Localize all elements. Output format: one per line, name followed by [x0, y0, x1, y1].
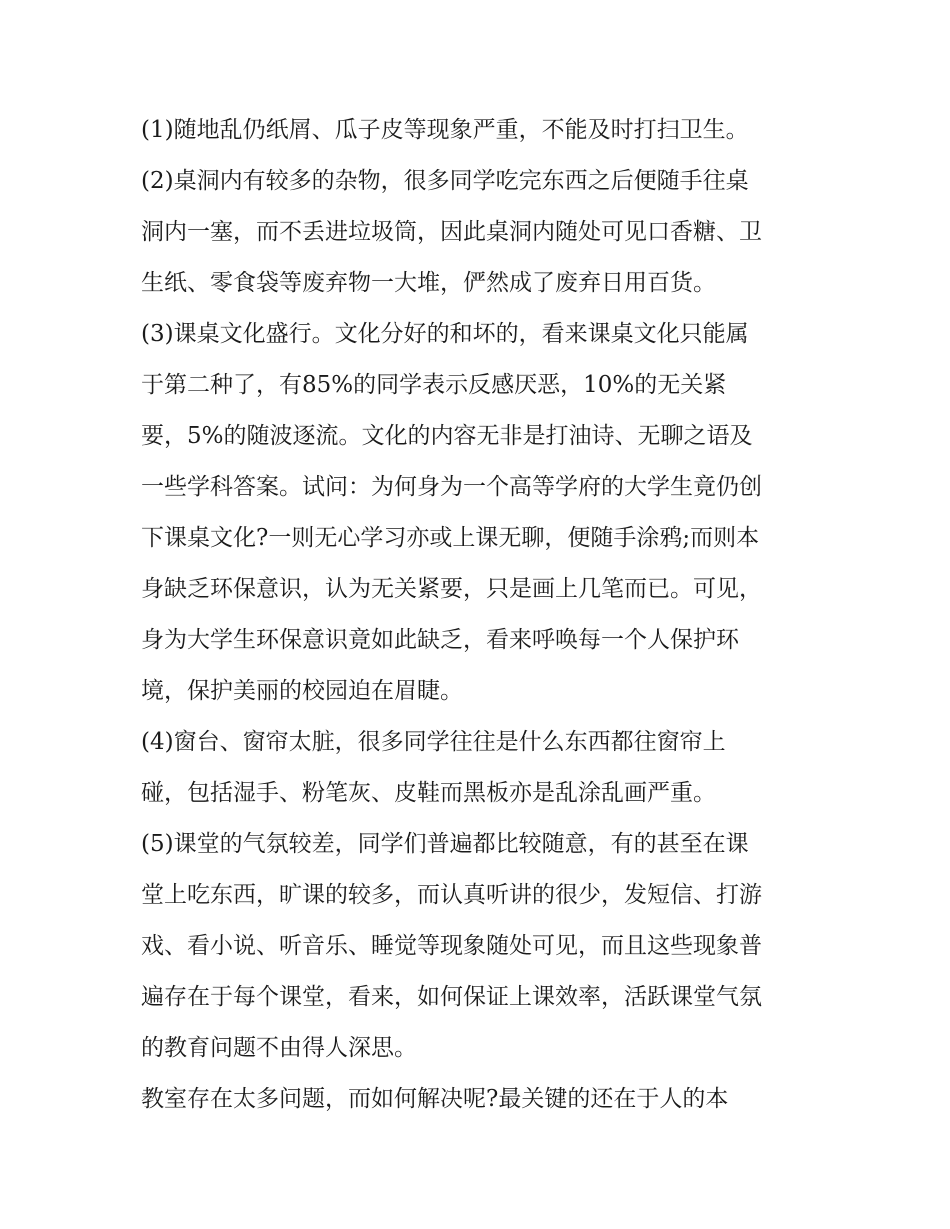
- text-line: 一些学科答案。试问：为何身为一个高等学府的大学生竟仍创: [141, 474, 762, 500]
- text-line: 堂上吃东西，旷课的较多，而认真听讲的很少，发短信、打游: [141, 882, 762, 908]
- body-text: [141, 105, 831, 1125]
- text-line: 的教育问题不由得人深思。: [141, 1035, 417, 1061]
- text-line: (4)窗台、窗帘太脏，很多同学往往是什么东西都往窗帘上: [141, 729, 726, 755]
- text-line: 要，5%的随波逐流。文化的内容无非是打油诗、无聊之语及: [141, 423, 753, 449]
- text-line: 下课桌文化?一则无心学习亦或上课无聊，便随手涂鸦;而则本: [141, 525, 760, 551]
- text-line: (5)课堂的气氛较差，同学们普遍都比较随意，有的甚至在课: [141, 831, 749, 857]
- text-line: 教室存在太多问题，而如何解决呢?最关键的还在于人的本: [141, 1086, 729, 1112]
- text-line: (3)课桌文化盛行。文化分好的和坏的，看来课桌文化只能属: [141, 321, 749, 347]
- text-line: 境，保护美丽的校园迫在眉睫。: [141, 678, 463, 704]
- text-line: 碰，包括湿手、粉笔灰、皮鞋而黑板亦是乱涂乱画严重。: [141, 780, 716, 806]
- text-line: (1)随地乱仍纸屑、瓜子皮等现象严重，不能及时打扫卫生。: [141, 117, 749, 143]
- text-line: 戏、看小说、听音乐、睡觉等现象随处可见，而且这些现象普: [141, 933, 762, 959]
- text-line: 生纸、零食袋等废弃物一大堆，俨然成了废弃日用百货。: [141, 270, 716, 296]
- text-line: 于第二种了，有85%的同学表示反感厌恶，10%的无关紧: [141, 372, 727, 398]
- text-line: 身缺乏环保意识，认为无关紧要，只是画上几笔而已。可见，: [141, 576, 762, 602]
- text-line: 遍存在于每个课堂，看来，如何保证上课效率，活跃课堂气氛: [141, 984, 762, 1010]
- text-line: 洞内一塞，而不丢进垃圾筒，因此桌洞内随处可见口香糖、卫: [141, 219, 762, 245]
- text-line: (2)桌洞内有较多的杂物，很多同学吃完东西之后便随手往桌: [141, 168, 749, 194]
- text-line: 身为大学生环保意识竟如此缺乏，看来呼唤每一个人保护环: [141, 627, 739, 653]
